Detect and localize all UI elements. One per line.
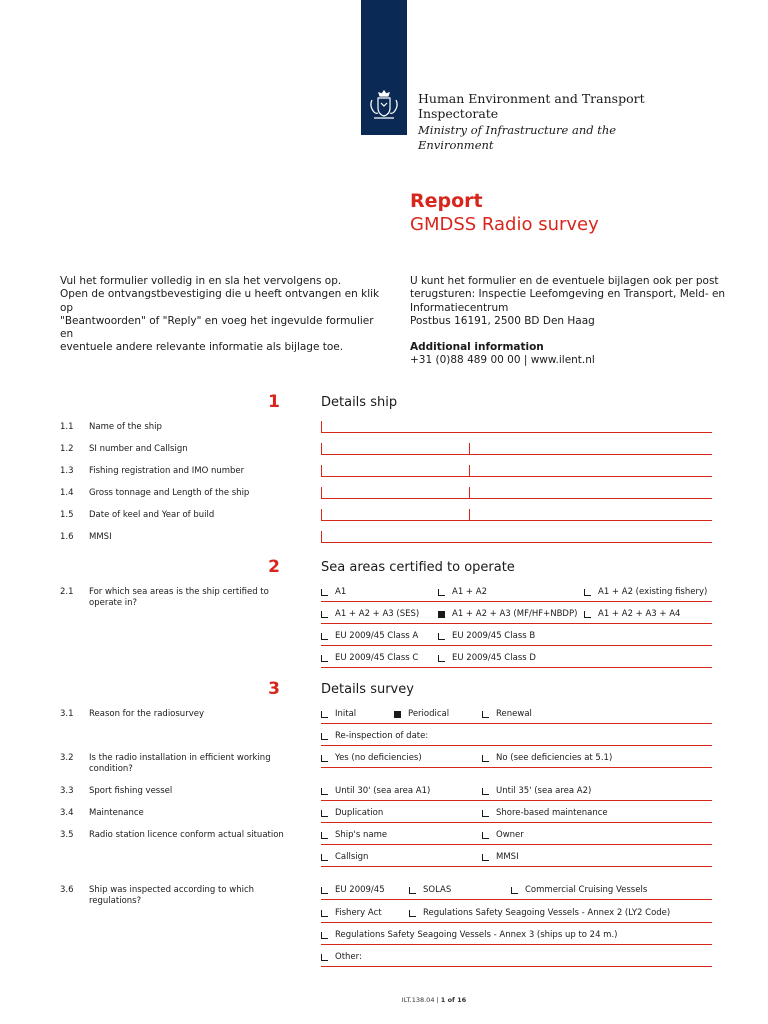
- intro-left-line: Open de ontvangstbevestiging die u heeft ontvangen en klik op: [60, 288, 380, 314]
- checkbox[interactable]: [321, 611, 328, 618]
- checkbox[interactable]: [321, 733, 328, 740]
- option-row-line: [321, 899, 712, 900]
- option-until-35[interactable]: [482, 786, 591, 796]
- mmsi-field[interactable]: [321, 542, 712, 543]
- question-number: 3.5: [60, 830, 74, 840]
- option-initial[interactable]: [321, 709, 356, 719]
- checkbox[interactable]: [482, 788, 489, 795]
- report-subtitle: GMDSS Radio survey: [410, 214, 599, 235]
- intro-left-line: Vul het formulier volledig in en sla het vervolgens op.: [60, 275, 342, 287]
- question-number: 1.5: [60, 510, 74, 520]
- other-regulation-field[interactable]: [321, 966, 712, 967]
- option-eu-class-a[interactable]: [321, 631, 418, 641]
- option-eu-class-c[interactable]: [321, 653, 418, 663]
- option-label: Owner: [496, 830, 524, 840]
- option-label: Shore-based maintenance: [496, 808, 608, 818]
- option-row-line: [321, 601, 712, 602]
- option-row-line: [321, 623, 712, 624]
- question-label: [89, 885, 289, 907]
- option-callsign[interactable]: [321, 852, 368, 862]
- question-number: 3.3: [60, 786, 74, 796]
- question-label: [89, 587, 289, 609]
- checkbox[interactable]: [482, 711, 489, 718]
- intro-right-line: U kunt het formulier en de eventuele bijlagen ook per post: [410, 275, 719, 287]
- option-label: Until 30' (sea area A1): [335, 786, 431, 796]
- question-label-line: regulations?: [89, 896, 142, 906]
- option-row-line: [321, 645, 712, 646]
- option-row-line: [321, 822, 712, 823]
- additional-info-contact[interactable]: +31 (0)88 489 00 00 | www.ilent.nl: [410, 354, 595, 366]
- question-label-line: operate in?: [89, 598, 138, 608]
- option-label: EU 2009/45 Class D: [452, 653, 536, 663]
- page-footer: [384, 996, 484, 1004]
- option-row-line: [321, 800, 712, 801]
- option-label: Callsign: [335, 852, 369, 862]
- question-number: 3.2: [60, 753, 74, 763]
- checkbox-checked[interactable]: [394, 711, 401, 718]
- question-label: MMSI: [89, 532, 112, 542]
- checkbox[interactable]: [511, 887, 518, 894]
- option-a1[interactable]: [321, 587, 346, 597]
- question-number: 1.1: [60, 422, 74, 432]
- ship-name-field[interactable]: [321, 432, 712, 433]
- intro-left-line: eventuele andere relevante informatie als bijlage toe.: [60, 341, 344, 354]
- ministry-line-1: Ministry of Infrastructure and the: [418, 123, 617, 137]
- checkbox[interactable]: [482, 854, 489, 861]
- checkbox[interactable]: [321, 954, 328, 961]
- question-label-line: Is the radio installation in efficient working: [89, 753, 271, 763]
- option-eu-2009-45[interactable]: [321, 885, 385, 895]
- option-label: Fishery Act: [335, 908, 382, 918]
- report-title: Report: [410, 190, 483, 212]
- logo-band: [361, 0, 407, 135]
- option-no-see-deficiencies[interactable]: [482, 753, 612, 763]
- question-label: Maintenance: [89, 808, 144, 818]
- option-label: SOLAS: [423, 885, 452, 895]
- option-eu-class-b[interactable]: [438, 631, 535, 641]
- checkbox[interactable]: [584, 611, 591, 618]
- footer-separator: |: [436, 996, 441, 1004]
- option-label: MMSI: [496, 852, 519, 862]
- option-a1-a2-a3-ses[interactable]: [321, 609, 419, 619]
- option-annex-2[interactable]: [409, 908, 670, 918]
- checkbox[interactable]: [321, 655, 328, 662]
- option-label: Duplication: [335, 808, 384, 818]
- option-a1-a2-a3-a4[interactable]: [584, 609, 680, 619]
- option-renewal[interactable]: [482, 709, 532, 719]
- question-label: Gross tonnage and Length of the ship: [89, 488, 250, 498]
- keel-build-field[interactable]: [321, 520, 712, 521]
- question-label: Reason for the radiosurvey: [89, 709, 204, 719]
- option-owner[interactable]: [482, 830, 524, 840]
- si-number-callsign-field[interactable]: [321, 454, 712, 455]
- question-label: Date of keel and Year of build: [89, 510, 215, 520]
- question-number: 3.6: [60, 885, 74, 895]
- checkbox[interactable]: [482, 755, 489, 762]
- option-until-30[interactable]: [321, 786, 430, 796]
- checkbox[interactable]: [438, 589, 445, 596]
- section-number-2: 2: [268, 557, 280, 577]
- checkbox[interactable]: [438, 655, 445, 662]
- option-label: EU 2009/45 Class A: [335, 631, 419, 641]
- form-code: ILT.138.04: [401, 996, 435, 1004]
- option-row-line: [321, 844, 712, 845]
- section-number-1: 1: [268, 392, 280, 412]
- question-number: 2.1: [60, 587, 74, 597]
- option-label: Renewal: [496, 709, 532, 719]
- additional-info-title: Additional information: [410, 341, 544, 353]
- checkbox[interactable]: [321, 633, 328, 640]
- option-eu-class-d[interactable]: [438, 653, 536, 663]
- section-title-2: Sea areas certified to operate: [321, 560, 515, 575]
- checkbox[interactable]: [482, 810, 489, 817]
- option-reinspection[interactable]: [321, 731, 428, 741]
- option-label: A1: [335, 587, 347, 597]
- checkbox[interactable]: [438, 633, 445, 640]
- question-label: SI number and Callsign: [89, 444, 188, 454]
- tonnage-length-field[interactable]: [321, 498, 712, 499]
- question-number: 1.3: [60, 466, 74, 476]
- intro-postal: [410, 275, 740, 328]
- option-label: A1 + A2 + A3 (SES): [335, 609, 420, 619]
- checkbox[interactable]: [321, 810, 328, 817]
- org-line-1: Human Environment and Transport: [418, 91, 645, 106]
- option-label: Regulations Safety Seagoing Vessels - Annex 3 (ships up to 24 m.): [335, 930, 618, 940]
- question-label-line: condition?: [89, 764, 133, 774]
- checkbox[interactable]: [321, 910, 328, 917]
- section-title-1: Details ship: [321, 395, 398, 410]
- intro-right-line: terugsturen: Inspectie Leefomgeving en Transport, Meld- en: [410, 288, 726, 301]
- option-label: A1 + A2: [452, 587, 487, 597]
- option-label: Regulations Safety Seagoing Vessels - Annex 2 (LY2 Code): [423, 908, 671, 918]
- option-row-line: [321, 767, 712, 768]
- intro-right-line: Informatiecentrum: [410, 301, 509, 314]
- question-label-line: Ship was inspected according to which: [89, 885, 255, 895]
- question-label: Fishing registration and IMO number: [89, 466, 245, 476]
- checkbox[interactable]: [321, 589, 328, 596]
- option-label: EU 2009/45: [335, 885, 385, 895]
- question-label: Radio station licence conform actual situation: [89, 830, 284, 840]
- question-label: Name of the ship: [89, 422, 162, 432]
- option-label: EU 2009/45 Class C: [335, 653, 419, 663]
- option-label: Re-inspection of date:: [335, 731, 429, 741]
- option-solas[interactable]: [409, 885, 451, 895]
- checkbox[interactable]: [321, 887, 328, 894]
- option-row-line: [321, 667, 712, 668]
- question-label: Sport fishing vessel: [89, 786, 173, 796]
- option-row-line: [321, 922, 712, 923]
- option-row-line: [321, 866, 712, 867]
- question-label: [89, 753, 289, 775]
- checkbox[interactable]: [321, 932, 328, 939]
- question-label-line: For which sea areas is the ship certified to: [89, 587, 269, 597]
- fishing-imo-field[interactable]: [321, 476, 712, 477]
- option-label: Yes (no deficiencies): [335, 753, 422, 763]
- intro-left-line: "Beantwoorden" of "Reply" en voeg het ingevulde formulier en: [60, 314, 374, 341]
- option-annex-3[interactable]: [321, 930, 617, 940]
- checkbox[interactable]: [584, 589, 591, 596]
- checkbox[interactable]: [409, 887, 416, 894]
- org-line-2: Inspectorate: [418, 106, 499, 121]
- question-number: 3.1: [60, 709, 74, 719]
- question-number: 3.4: [60, 808, 74, 818]
- option-ships-name[interactable]: [321, 830, 387, 840]
- option-label: Commercial Cruising Vessels: [525, 885, 648, 895]
- section-number-3: 3: [268, 679, 280, 699]
- option-a1-a2-a3-mfhf[interactable]: [438, 609, 577, 619]
- option-label: Other:: [335, 952, 362, 962]
- option-label: Inital: [335, 709, 357, 719]
- option-row-line: [321, 723, 712, 724]
- checkbox[interactable]: [321, 755, 328, 762]
- dutch-coat-of-arms-icon: [366, 88, 402, 124]
- option-other[interactable]: [321, 952, 362, 962]
- intro-instructions: [60, 275, 380, 355]
- option-label: A1 + A2 (existing fishery): [598, 587, 708, 597]
- option-label: Until 35' (sea area A2): [496, 786, 592, 796]
- option-label: Ship's name: [335, 830, 388, 840]
- checkbox[interactable]: [321, 854, 328, 861]
- option-duplication[interactable]: [321, 808, 383, 818]
- option-commercial-cruising[interactable]: [511, 885, 647, 895]
- intro-right-line: Postbus 16191, 2500 BD Den Haag: [410, 314, 595, 327]
- checkbox-checked[interactable]: [438, 611, 445, 618]
- section-title-3: Details survey: [321, 682, 414, 697]
- option-label: EU 2009/45 Class B: [452, 631, 536, 641]
- option-label: Periodical: [408, 709, 450, 719]
- option-periodical[interactable]: [394, 709, 449, 719]
- option-shore-based[interactable]: [482, 808, 608, 818]
- checkbox[interactable]: [321, 788, 328, 795]
- checkbox[interactable]: [482, 832, 489, 839]
- checkbox[interactable]: [321, 711, 328, 718]
- option-a1-a2-fishery[interactable]: [584, 587, 707, 597]
- option-yes-no-deficiencies[interactable]: [321, 753, 422, 763]
- ministry-name: [418, 123, 658, 153]
- organization-name: [418, 91, 718, 121]
- checkbox[interactable]: [321, 832, 328, 839]
- option-row-line: [321, 944, 712, 945]
- question-number: 1.2: [60, 444, 74, 454]
- option-mmsi[interactable]: [482, 852, 519, 862]
- option-label: A1 + A2 + A3 (MF/HF+NBDP): [452, 609, 578, 619]
- checkbox[interactable]: [409, 910, 416, 917]
- ministry-line-2: Environment: [418, 138, 494, 152]
- option-fishery-act[interactable]: [321, 908, 382, 918]
- reinspection-date-field[interactable]: [321, 745, 712, 746]
- page-number: 1 of 16: [440, 996, 467, 1004]
- question-number: 1.6: [60, 532, 74, 542]
- option-a1-a2[interactable]: [438, 587, 487, 597]
- option-label: A1 + A2 + A3 + A4: [598, 609, 681, 619]
- option-label: No (see deficiencies at 5.1): [496, 753, 613, 763]
- question-number: 1.4: [60, 488, 74, 498]
